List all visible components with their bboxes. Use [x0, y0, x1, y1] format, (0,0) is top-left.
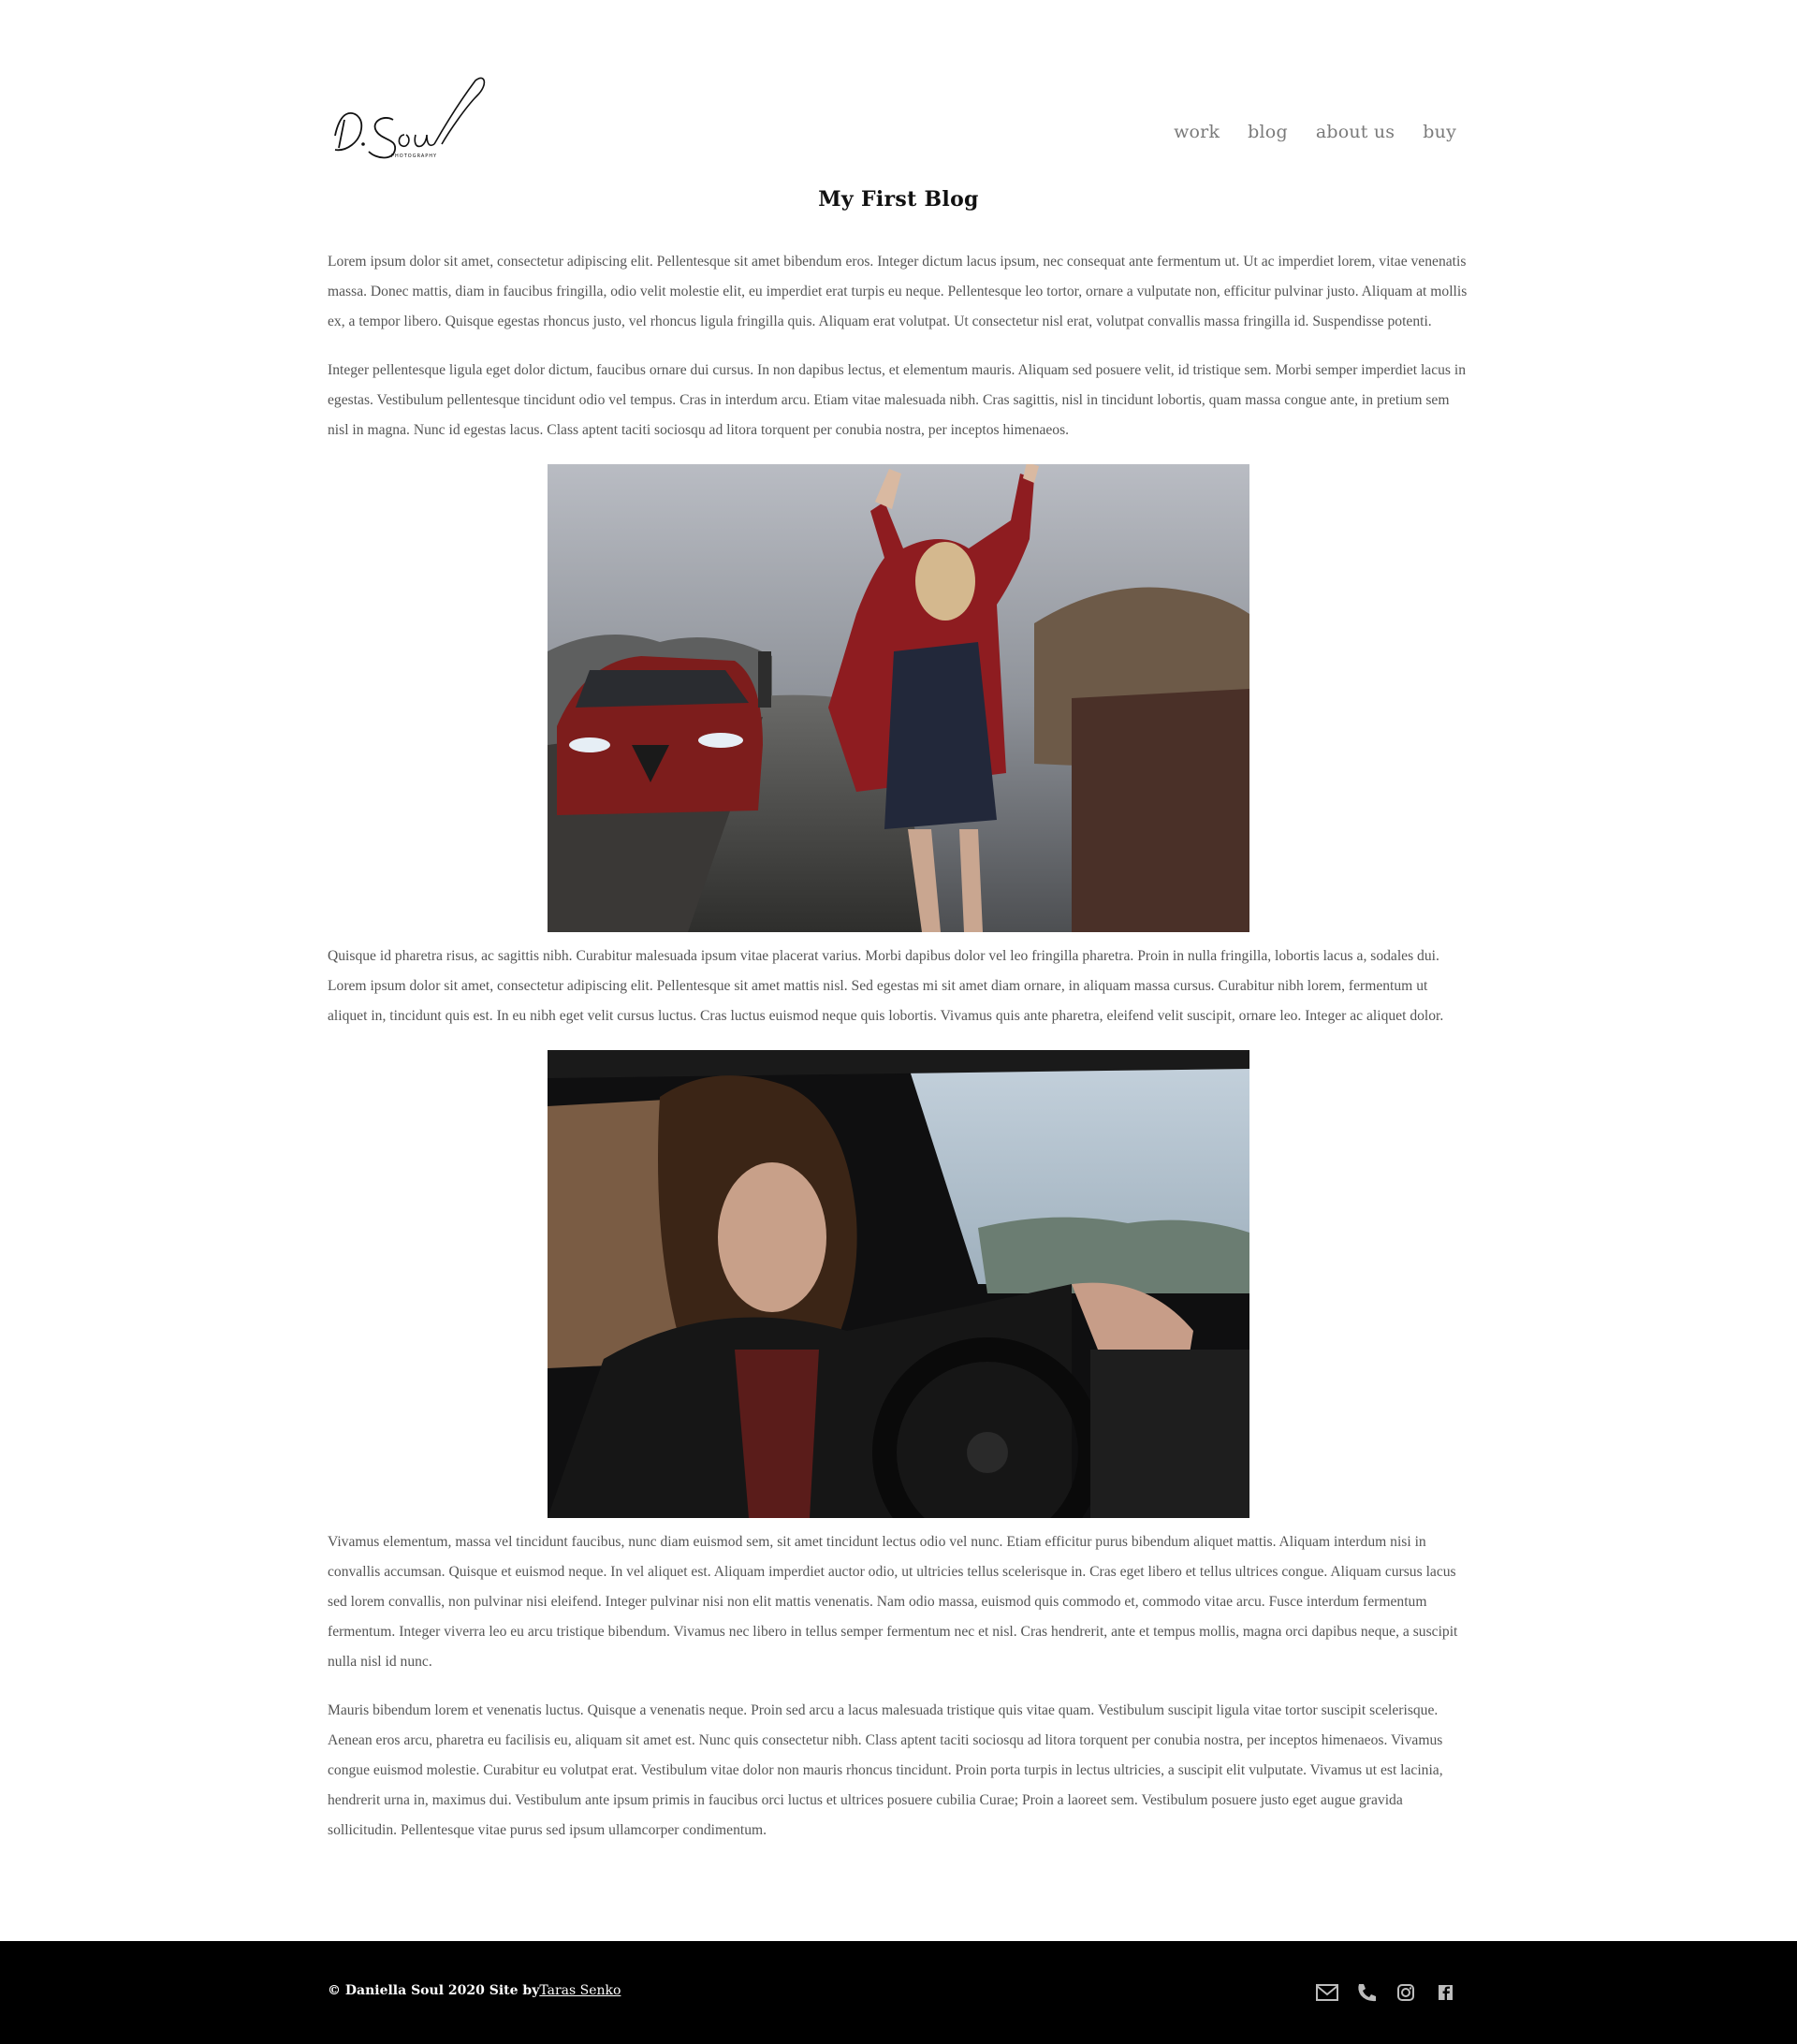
nav-item-buy[interactable]: buy [1423, 122, 1456, 142]
nav-item-about-us[interactable]: about us [1315, 122, 1395, 142]
copyright-text: © Daniella Soul 2020 Site by [328, 1983, 540, 1998]
main-nav [1174, 122, 1456, 142]
post-paragraph-3: Quisque id pharetra risus, ac sagittis nibh. Curabitur malesuada ipsum vitae placerat varius. Morbi dapibus dolor vel leo fringilla pharetra. Proin in nulla fringilla, lobortis lacus a, sodales dui. Lorem ipsum dolor sit amet, consectetur adipiscing elit. Pellentesque sit amet mattis nisl. Sed egestas mi sit amet diam ornare, in aliquam massa cursus. Curabitur nibh lorem, fermentum ut aliquet in, tincidunt quis est. In eu nibh eget velit cursus luctus. Cras luctus euismod neque quis lobortis. Vivamus quis ante pharetra, eleifend velit suscipit, ornare leo. Integer ac aliquet dolor. [328, 948, 1444, 1024]
post-paragraph-1: Lorem ipsum dolor sit amet, consectetur adipiscing elit. Pellentesque sit amet bibendum eros. Integer dictum lacus ipsum, nec consequat ante fermentum ut. Ut ac imperdiet lorem, vitae venenatis massa. Donec mattis, diam in faucibus fringilla, odio velit molestie elit, eu imperdiet erat turpis eu neque. Pellentesque leo tortor, ornare a vulputate non, efficitur pulvinar justo. Aliquam at mollis ex, a tempor libero. Quisque egestas rhoncus justo, vel rhoncus ligula fringilla quis. Aliquam erat volutpat. Ut consectetur nisl erat, volutpat convallis massa fringilla id. Suspendisse potenti. [328, 254, 1468, 329]
copyright [328, 1983, 621, 1998]
nav-item-blog[interactable]: blog [1248, 122, 1288, 142]
post-paragraph-4: Vivamus elementum, massa vel tincidunt faucibus, nunc diam euismod sem, sit amet tincidunt lectus odio vel nunc. Etiam efficitur purus bibendum aliquet mattis. Aliquam interdum nisi in convallis accumsan. Quisque et euismod neque. In vel aliquet est. Aliquam imperdiet auctor odio, ut ultricies tellus scelerisque in. Cras eget libero et tellus ultrices congue. Aliquam cursus lacus sed lorem convallis, non pulvinar nisi eleifend. Integer pulvinar nisi non elit mattis venenatis. Nam odio massa, euismod quis commodo et, commodo vitae arcu. Fusce interdum fermentum fermentum. Integer viverra leo eu arcu tristique bibendum. Vivamus nec libero in tellus semper fermentum nec et nisl. Cras hendrerit, ante et tempus mollis, magna orci dapibus neque, a suscipit nulla nisl id nunc. [328, 1534, 1458, 1670]
credit-link[interactable]: Taras Senko [539, 1983, 621, 1998]
mail-icon[interactable] [1316, 1982, 1338, 2003]
post-paragraph-2: Integer pellentesque ligula eget dolor dictum, faucibus ornare dui cursus. In non dapibus lectus, et elementum mauris. Aliquam sed posuere velit, id tristique sem. Morbi semper imperdiet lacus in egestas. Vestibulum pellentesque tincidunt odio vel tempus. Cras in interdum arcu. Etiam vitae malesuada nibh. Cras sagittis, nisl in tincidunt lobortis, quam massa congue ante, in pretium sem nisl in magna. Nunc id egestas lacus. Class aptent taciti sociosqu ad litora torquent per conubia nostra, per inceptos himenaeos. [328, 362, 1467, 438]
post-paragraph-5: Mauris bibendum lorem et venenatis luctus. Quisque a venenatis neque. Proin sed arcu a lacus malesuada tristique quis vitae quam. Vestibulum suscipit ligula vitae tortor suscipit scelerisque. Aenean eros arcu, pharetra eu facilisis eu, aliquam sit amet est. Nunc quis consectetur nibh. Class aptent taciti sociosqu ad litora torquent per conubia nostra, per inceptos himenaeos. Vivamus congue euismod molestie. Curabitur eu volutpat erat. Vestibulum vitae dolor non mauris rhoncus tincidunt. Proin porta turpis in lectus ultricies, a suscipit elit vulputate. Vivamus ut est lacinia, hendrerit urna in, maximus dui. Vestibulum ante ipsum primis in faucibus orci luctus et ultrices posuere cubilia Curae; Proin a laoreet sem. Vestibulum posuere justo eget augue gravida sollicitudin. Pellentesque vitae purus sed ipsum ullamcorper condimentum. [328, 1702, 1443, 1838]
social-links [1316, 1982, 1456, 2003]
nav-item-work[interactable]: work [1174, 122, 1220, 142]
logo[interactable] [328, 75, 489, 161]
facebook-icon[interactable] [1434, 1982, 1456, 2003]
site-header [328, 0, 1469, 168]
post-title: My First Blog [818, 187, 979, 212]
phone-icon[interactable] [1355, 1982, 1378, 2003]
blog-post [328, 187, 1469, 1846]
photo-man-driving-car [548, 1050, 1249, 1518]
logo-subtitle: PHOTOGRAPHY [391, 153, 438, 159]
photo-woman-red-jacket-car [548, 464, 1249, 932]
instagram-icon[interactable] [1395, 1982, 1417, 2003]
site-footer [0, 1941, 1797, 2044]
